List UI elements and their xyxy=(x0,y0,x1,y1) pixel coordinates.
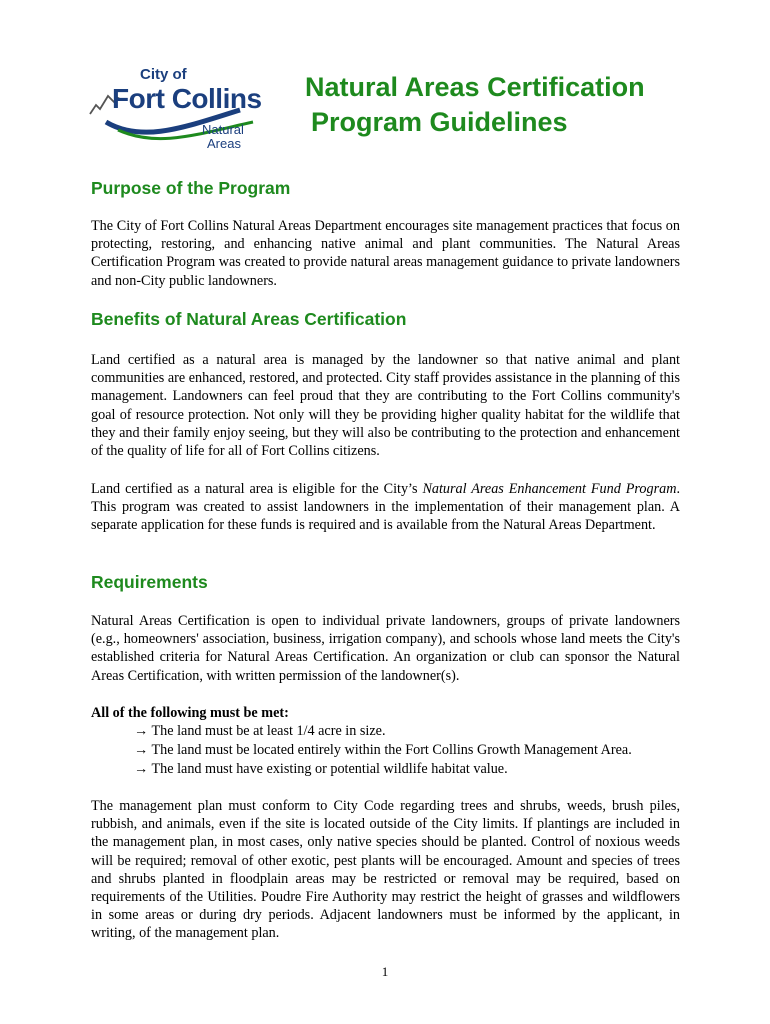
requirements-list-heading: All of the following must be met: xyxy=(91,705,289,721)
requirements-list xyxy=(134,722,632,779)
logo-natural: Natural xyxy=(202,122,244,137)
enhancement-fund-program-name: Natural Areas Enhancement Fund Program xyxy=(422,481,677,497)
requirements-paragraph-2: The management plan must conform to City Code regarding trees and shrubs, weeds, brush piles, rubbish, and animals, even if the site is located outside of the City limits. If plantings are included in the management plan, in most cases, only native species should be planted. Control of noxious weeds will be required; removal of other exotic, pest plants will be encouraged. Amount and species of trees and shrubs planted in floodplain areas may be restricted or removal may be required, based on requirements of the Utilities. Poudre Fire Authority may restrict the height of grasses and wildflowers in some areas or during dry periods. Adjacent landowners must be informed by the applicant, in writing, of the management plan. xyxy=(91,798,680,942)
list-item: → The land must have existing or potential wildlife habitat value. xyxy=(134,761,508,777)
logo-fort-collins: Fort Collins xyxy=(112,83,262,114)
list-item: → The land must be at least 1/4 acre in size. xyxy=(134,723,386,739)
benefits-paragraph-2 xyxy=(91,480,680,535)
purpose-paragraph: The City of Fort Collins Natural Areas Department encourages site management practices that focus on protecting, restoring, and enhancing native animal and plant communities. The Natural Areas Certification Program was created to provide natural areas management guidance to private landowners and non-City public landowners. xyxy=(91,218,680,289)
list-item: → The land must be located entirely within the Fort Collins Growth Management Area. xyxy=(134,742,632,758)
page-number: 1 xyxy=(381,964,389,979)
requirements-heading: Requirements xyxy=(91,572,208,592)
city-logo xyxy=(88,64,288,154)
document-title-line2: Program Guidelines xyxy=(311,107,568,137)
logo-city-of: City of xyxy=(140,66,187,83)
benefits-paragraph-1: Land certified as a natural area is managed by the landowner so that native animal and plant communities are enhanced, restored, and protected. City staff provides assistance in the planning of this management. Landowners can feel proud that they are contributing to the Fort Collins community's goal of resource protection. Not only will they be providing higher quality habitat for the wildlife that they and their family enjoy seeing, but they will also be contributing to the protection and enhancement of the quality of life for all of Fort Collins citizens. xyxy=(91,352,680,460)
benefits-p2-before: Land certified as a natural area is eligible for the City’s xyxy=(91,481,423,497)
benefits-heading: Benefits of Natural Areas Certification xyxy=(91,309,407,329)
logo-areas: Areas xyxy=(207,136,241,151)
purpose-heading: Purpose of the Program xyxy=(91,178,291,198)
document-title-line1: Natural Areas Certification xyxy=(305,72,645,102)
benefits-p2-after: . This program was created to assist landowners in the implementation of their management plan. A separate application for these funds is required and is available from the Natural Areas Department. xyxy=(91,481,680,534)
document-title xyxy=(305,70,745,140)
requirements-paragraph-1: Natural Areas Certification is open to individual private landowners, groups of private landowners (e.g., homeowners' association, business, irrigation company), and schools whose land meets the City's established criteria for Natural Areas Certification. An organization or club can sponsor the Natural Areas Certification, with written permission of the landowner(s). xyxy=(91,613,680,684)
